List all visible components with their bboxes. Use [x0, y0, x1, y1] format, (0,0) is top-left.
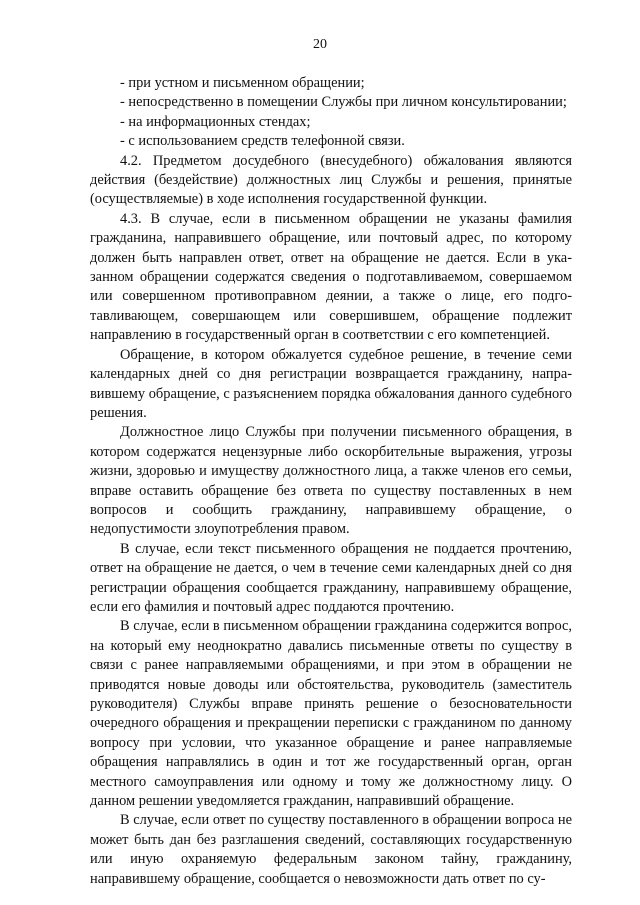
document-body: [90, 74, 572, 889]
paragraph-4-2: 4.2. Предметом досудебного (внесудебного) обжалования являются действия (бездействие) должностных лиц Службы и решения, принятые (осуществляемые) в ходе исполнения государственной функции.: [90, 152, 572, 208]
list-item-stands: - на информационных стендах;: [120, 113, 311, 130]
paragraph-court-decision: Обращение, в котором обжалуется судебное решение, в течение семи календарных дней со дня регистрации возвращается гражданину, направившему обращение, с разъяснением порядка обжалования данного судебного решения.: [90, 346, 572, 421]
paragraph-repeated-question: В случае, если в письменном обращении гражданина содержится вопрос, на который ему неоднократно давались письменные ответы по существу в связи с ранее направляемыми обращениями, и при этом в обращении не приводятся новые доводы или обстоятельства, руководитель (заместитель руководителя) Службы вправе принять решение о безосновательности очередного обращения и прекращении переписки с гражданином по данному вопросу при условии, что указанное обращение и ранее направляемые обращения направлялись в один и тот же государственный орган, орган местного самоуправления или одному и тому же должностному лицу. О данном решении уведомляется гражданин, направивший обращение.: [90, 618, 572, 810]
page-number: 20: [313, 37, 327, 52]
list-item-phone: - с использованием средств телефонной связи.: [120, 133, 405, 150]
paragraph-unreadable-text: В случае, если текст письменного обращения не поддается прочтению, ответ на обращение не дается, о чем в течение семи календарных дней со дня регистрации обращения сообщается гражданину, направившему обращение, если его фамилия и почтовый адрес поддаются прочтению.: [90, 540, 572, 615]
list-item-oral-written: - при устном и письменном обращении;: [120, 75, 365, 91]
paragraph-state-secret: В случае, если ответ по существу поставленного в обращении вопроса не может быть дан без разглашения сведений, составляющих государственную или иную охраняемую федеральным законом тайну, гражданину, направившему обращение, сообщается о невозможности дать ответ по су-: [90, 812, 572, 887]
paragraph-offensive-content: Должностное лицо Службы при получении письменного обращения, в котором содержатся нецензурные либо оскорбительные выражения, угрозы жизни, здоровью и имуществу должностного лица, а также членов его семьи, вправе оставить обращение без ответа по существу поставленных в нем вопросов и сообщить гражданину, направившему обращение, о недопустимости злоупотребления правом.: [90, 424, 572, 538]
paragraph-4-3: 4.3. В случае, если в письменном обращении не указаны фамилия гражданина, направившего обращение, или почтовый адрес, по которому должен быть направлен ответ, ответ на обращение не дается. Если в указанном обращении содержатся сведения о подготавливаемом, совершаемом или совершенном противоправном деянии, а также о лице, его подготавливающем, совершающем или совершившем, обращение подлежит направлению в государственный орган в соответствии с его компетенцией.: [90, 210, 572, 344]
list-item-premises: - непосредственно в помещении Службы при личном консультировании;: [120, 94, 567, 111]
